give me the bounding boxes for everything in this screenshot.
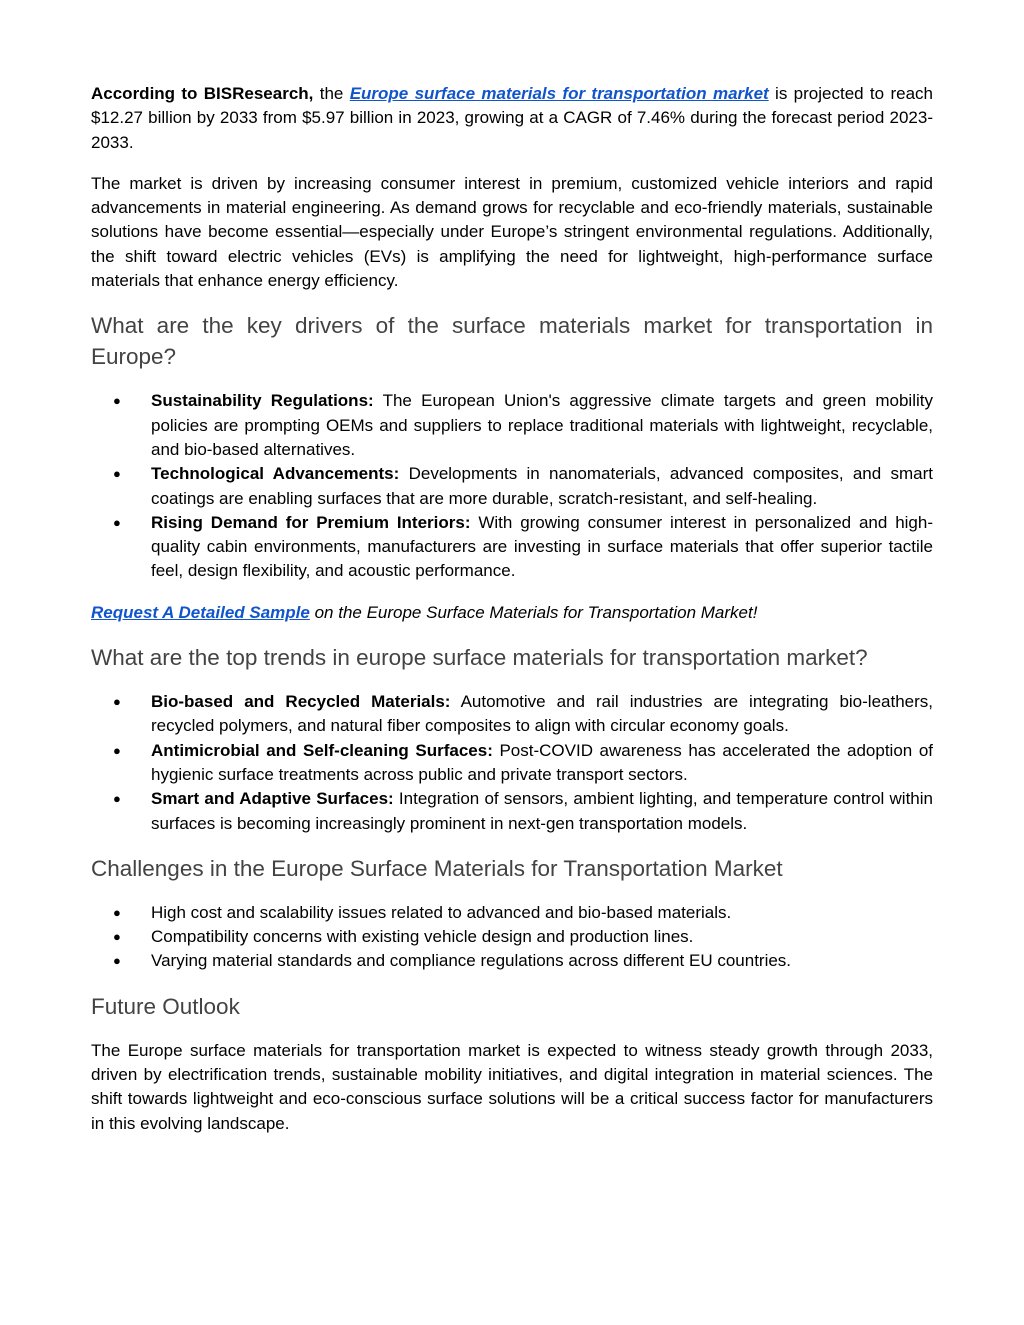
outlook-paragraph: The Europe surface materials for transportation market is expected to witness steady growth through 2033, driven by electrification trends, sustainable mobility initiatives, and digital integration in material sciences. The shift towards lightweight and eco-conscious surface solutions will be a critical success factor for manufacturers in this evolving landscape. [91,1040,933,1133]
list-item-text: Developments in nanomaterials, advanced composites, and smart coatings are enabling surfaces that are more durable, scratch-resistant, and self-healing. [151,464,933,508]
list-item [91,389,933,462]
intro-paragraph [91,82,933,155]
bullet-icon: ● [113,694,121,710]
drivers-heading: What are the key drivers of the surface materials market for transportation in Europe? [91,313,933,370]
list-item [91,949,933,973]
outlook-heading: Future Outlook [91,993,240,1019]
bullet-icon: ● [113,791,121,807]
list-item-text: Automotive and rail industries are integrating bio-leathers, recycled polymers, and natural fiber composites to align with circular economy goals. [151,692,934,736]
market-report-link[interactable]: Europe surface materials for transportation market [349,84,769,103]
list-item-text: The European Union's aggressive climate targets and green mobility policies are prompting OEMs and suppliers to replace traditional materials with lightweight, recyclable, and bio-based alternatives. [151,391,933,459]
trends-list [91,690,933,836]
list-item [91,690,933,739]
list-item-term: Smart and Adaptive Surfaces: [151,789,394,809]
trends-heading: What are the top trends in europe surface materials for transportation market? [91,645,868,671]
document-page [91,82,933,1153]
list-item [91,511,933,584]
drivers-list [91,389,933,583]
list-item-term: Sustainability Regulations: [151,391,374,411]
list-item-term: Rising Demand for Premium Interiors: [151,512,471,532]
request-sample-link[interactable]: Request A Detailed Sample [91,602,310,622]
list-item-term: Antimicrobial and Self-cleaning Surfaces: [151,740,493,760]
list-item [91,787,933,836]
list-item-text: Post-COVID awareness has accelerated the adoption of hygienic surface treatments across public and private transport sectors. [151,740,933,784]
sample-request-text: on the Europe Surface Materials for Transportation Market! [309,602,758,622]
market-paragraph: The market is driven by increasing consumer interest in premium, customized vehicle interiors and rapid advancements in material engineering. As demand grows for recyclable and eco-friendly materials, sustainable solutions have become essential—especially under Europe’s stringent environmental regulations. Additionally, the shift toward electric vehicles (EVs) is amplifying the need for lightweight, high-performance surface materials that enhance energy efficiency. [91,173,933,291]
list-item-term: Bio-based and Recycled Materials: [151,692,451,712]
bullet-icon: ● [113,466,121,482]
list-item-text: High cost and scalability issues related to advanced and bio-based materials. [151,902,732,922]
list-item [91,925,933,949]
challenges-list [91,901,933,974]
list-item [91,462,933,511]
list-item-text: Varying material standards and compliance regulations across different EU countries. [151,951,792,971]
list-item [91,901,933,925]
list-item [91,739,933,788]
bullet-icon: ● [113,514,121,530]
list-item-text: With growing consumer interest in personalized and high-quality cabin environments, manufacturers are investing in surface materials that offer superior tactile feel, design flexibility, and acoustic performance. [151,512,933,581]
list-item-term: Technological Advancements: [151,464,400,484]
bullet-icon: ● [113,929,121,945]
sample-request-paragraph [91,601,933,625]
intro-lead: According to BISResearch, [91,84,314,103]
bullet-icon: ● [113,904,121,920]
bullet-icon: ● [113,393,121,409]
list-item-text: Compatibility concerns with existing vehicle design and production lines. [151,927,694,947]
bullet-icon: ● [113,953,121,969]
intro-post-link: is projected to reach $12.27 billion by 2033 from $5.97 billion in 2023, growing at a CAGR of 7.46% during the forecast period 2023-2033. [91,84,933,152]
list-item-text: Integration of sensors, ambient lighting, and temperature control within surfaces is becoming increasingly prominent in next-gen transportation models. [151,789,933,833]
challenges-heading: Challenges in the Europe Surface Materials for Transportation Market [91,855,783,881]
bullet-icon: ● [113,742,121,758]
intro-pre-link: the [313,84,350,103]
